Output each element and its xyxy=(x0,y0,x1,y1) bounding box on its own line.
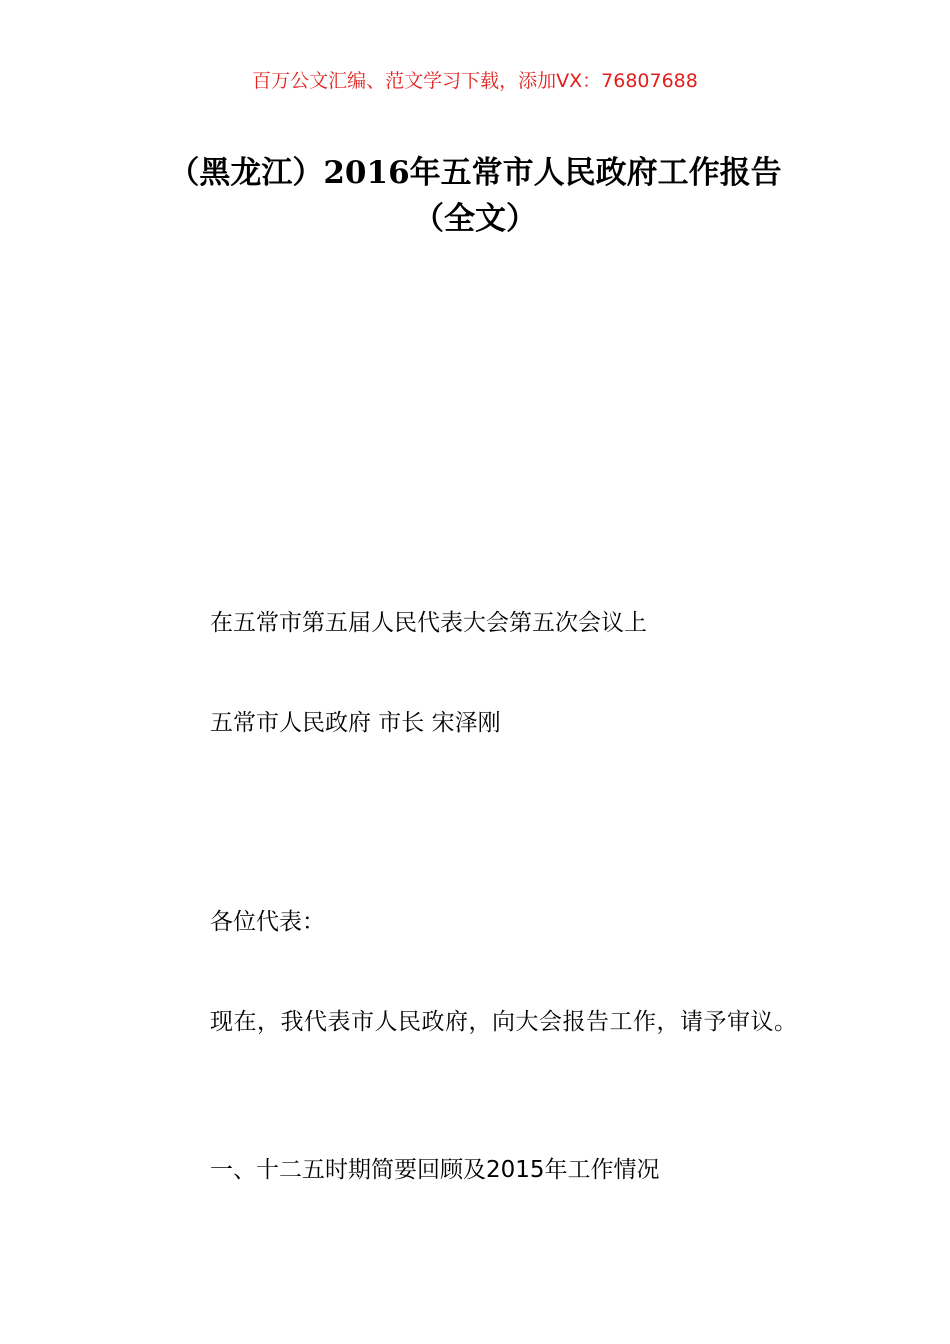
document-title: （黑龙江）2016年五常市人民政府工作报告（全文） xyxy=(168,155,782,237)
greeting: 各位代表： xyxy=(210,909,325,935)
speaker-line: 五常市人民政府 市长 宋泽刚 xyxy=(210,710,501,736)
section-heading: 一、十二五时期简要回顾及2015年工作情况 xyxy=(210,1157,660,1183)
opening-paragraph: 现在，我代表市人民政府，向大会报告工作，请予审议。 xyxy=(210,1009,798,1035)
meeting-line: 在五常市第五届人民代表大会第五次会议上 xyxy=(210,610,647,636)
header-note: 百万公文汇编、范文学习下载，添加VX：76807688 xyxy=(252,70,698,92)
